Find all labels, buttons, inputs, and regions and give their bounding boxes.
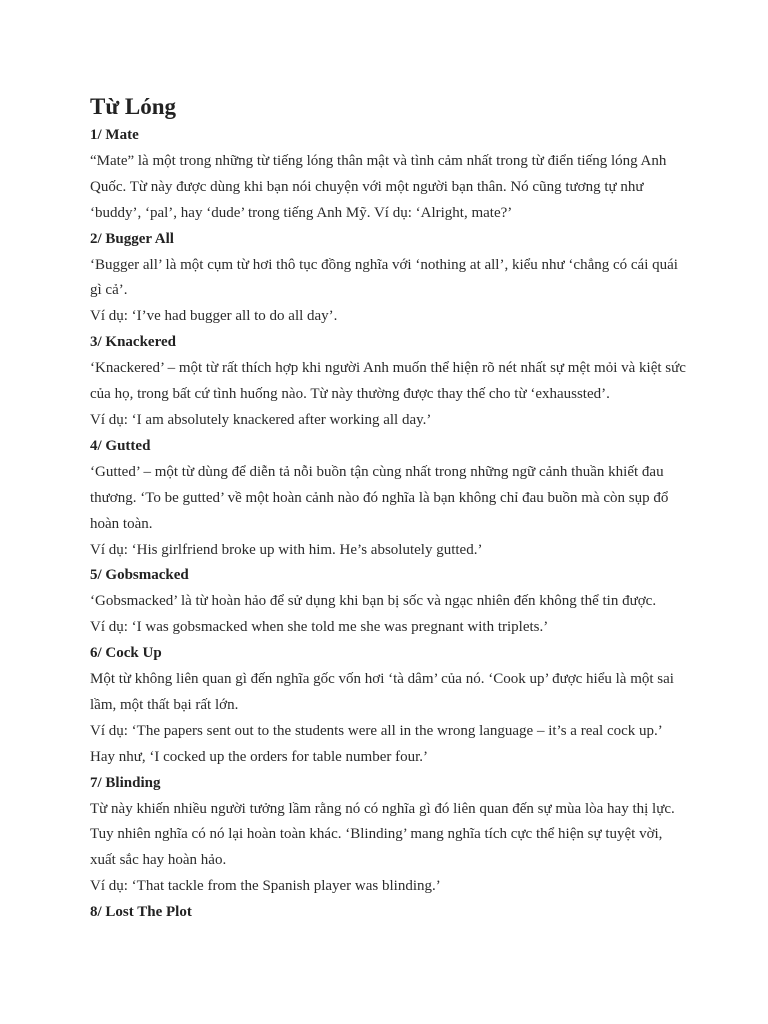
section-heading: 4/ Gutted	[90, 437, 151, 454]
section-lost-the-plot	[90, 900, 690, 926]
example-paragraph: Ví dụ: ‘I was gobsmacked when she told me she was pregnant with triplets.’	[90, 619, 549, 636]
paragraph: Từ này khiến nhiều người tưởng lầm rằng nó có nghĩa gì đó liên quan đến sự mùa lòa hay thị lực. Tuy nhiên nghĩa có nó lại hoàn toàn khác. ‘Blinding’ mang nghĩa tích cực thể hiện sự tuyệt vời, xuất sắc hay hoàn hảo.	[90, 800, 675, 869]
document-page	[90, 91, 690, 926]
document-title: Từ Lóng	[90, 94, 177, 119]
example-paragraph: Ví dụ: ‘I’ve had bugger all to do all day’.	[90, 308, 338, 325]
paragraph: ‘Gobsmacked’ là từ hoàn hảo để sử dụng khi bạn bị sốc và ngạc nhiên đến không thể tin được.	[90, 593, 657, 610]
section-gutted	[90, 434, 690, 564]
section-heading: 2/ Bugger All	[90, 230, 174, 247]
paragraph: “Mate” là một trong những từ tiếng lóng thân mật và tình cảm nhất trong từ điển tiếng lóng Anh Quốc. Từ này được dùng khi bạn nói chuyện với một người bạn thân. Nó cũng tương tự như ‘buddy’, ‘pal’, hay ‘dude’ trong tiếng Anh Mỹ. Ví dụ: ‘Alright, mate?’	[90, 152, 667, 221]
section-heading: 1/ Mate	[90, 127, 139, 143]
section-knackered	[90, 330, 690, 434]
example-paragraph: Ví dụ: ‘That tackle from the Spanish player was blinding.’	[90, 878, 441, 895]
example-paragraph: Ví dụ: ‘I am absolutely knackered after working all day.’	[90, 411, 432, 428]
section-heading: 7/ Blinding	[90, 774, 161, 791]
paragraph: ‘Bugger all’ là một cụm từ hơi thô tục đồng nghĩa với ‘nothing at all’, kiểu như ‘chẳng có cái quái gì cả’.	[90, 256, 678, 299]
section-heading: 5/ Gobsmacked	[90, 567, 189, 584]
section-bugger-all	[90, 227, 690, 331]
section-blinding	[90, 771, 690, 901]
paragraph: ‘Knackered’ – một từ rất thích hợp khi người Anh muốn thể hiện rõ nét nhất sự mệt mỏi và kiệt sức của họ, trong bất cứ tình huống nào. Từ này thường được thay thế cho từ ‘exhaussted’.	[90, 360, 686, 403]
section-cock-up	[90, 641, 690, 771]
example-paragraph: Ví dụ: ‘His girlfriend broke up with him. He’s absolutely gutted.’	[90, 541, 483, 558]
section-heading: 6/ Cock Up	[90, 645, 162, 662]
paragraph: ‘Gutted’ – một từ dùng để diễn tả nỗi buồn tận cùng nhất trong những ngữ cảnh thuần khiết đau thương. ‘To be gutted’ về một hoàn cảnh nào đó nghĩa là bạn không chỉ đau buồn mà còn sụp đổ hoàn toàn.	[90, 463, 669, 532]
section-mate	[90, 123, 690, 227]
section-gobsmacked	[90, 563, 690, 641]
section-heading: 3/ Knackered	[90, 334, 176, 351]
section-heading: 8/ Lost The Plot	[90, 904, 192, 921]
paragraph: Một từ không liên quan gì đến nghĩa gốc vốn hơi ‘tà dâm’ của nó. ‘Cook up’ được hiểu là một sai lầm, một thất bại rất lớn.	[90, 671, 674, 713]
example-paragraph: Ví dụ: ‘The papers sent out to the students were all in the wrong language – it’s a real cock up.’ Hay như, ‘I cocked up the orders for table number four.’	[90, 722, 662, 765]
